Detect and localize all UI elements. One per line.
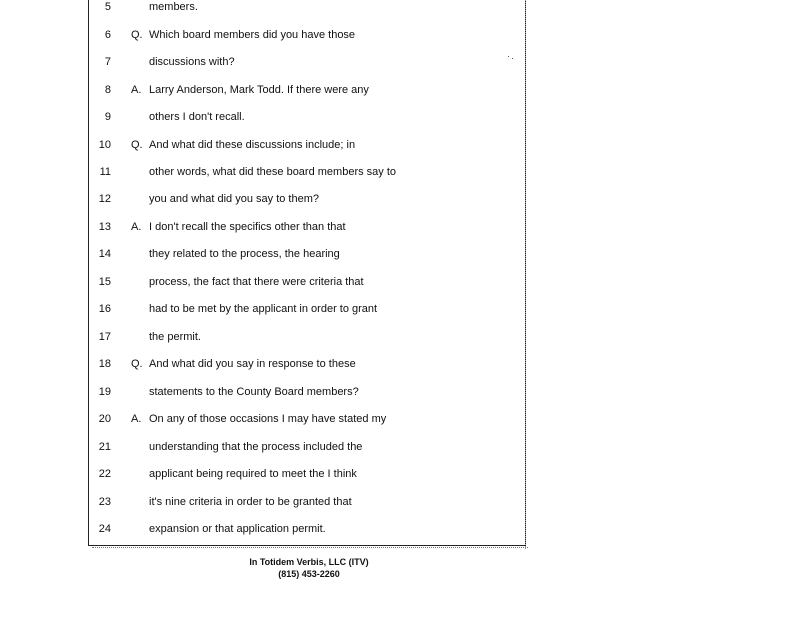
line-number: 13 — [98, 221, 111, 233]
transcript-line — [89, 136, 525, 154]
line-text: members. — [149, 1, 198, 13]
line-number: 18 — [98, 358, 111, 370]
line-text: the permit. — [149, 331, 201, 343]
scan-speck — [508, 56, 509, 57]
line-number: 6 — [104, 29, 111, 41]
transcript-line — [89, 520, 525, 538]
line-number: 11 — [99, 166, 111, 178]
line-text: Larry Anderson, Mark Todd. If there were any — [149, 84, 369, 96]
speaker-marker: A. — [131, 84, 142, 96]
line-number: 17 — [98, 331, 111, 343]
transcript-line — [89, 273, 525, 291]
line-number: 23 — [98, 496, 111, 508]
speaker-marker: Q. — [131, 358, 143, 370]
transcript-line — [89, 493, 525, 511]
line-number: 24 — [98, 523, 111, 535]
speaker-marker: Q. — [131, 139, 143, 151]
line-text: other words, what did these board members say to — [149, 166, 397, 178]
transcript-line — [89, 163, 525, 181]
line-text: On any of those occasions I may have stated my — [149, 413, 387, 425]
line-text: And what did you say in response to these — [149, 358, 356, 370]
transcript-line — [89, 108, 525, 126]
transcript-line — [89, 438, 525, 456]
line-text: process, the fact that there were criteria that — [149, 276, 364, 288]
line-number: 19 — [98, 386, 111, 398]
line-text: had to be met by the applicant in order to grant — [149, 303, 378, 315]
line-number: 12 — [98, 193, 111, 205]
transcript-line — [89, 26, 525, 44]
page-edge-shadow — [525, 0, 526, 549]
transcript-line — [89, 355, 525, 373]
transcript-line — [89, 0, 525, 16]
line-text: And what did these discussions include; in — [149, 139, 356, 151]
line-text: they related to the process, the hearing — [149, 248, 340, 260]
line-text: understanding that the process included the — [149, 441, 363, 453]
line-text: I don't recall the specifics other than that — [149, 221, 346, 233]
line-number: 21 — [98, 441, 111, 453]
line-number: 9 — [104, 111, 111, 123]
footer-phone: (815) 453-2260 — [278, 569, 340, 579]
transcript-line — [89, 245, 525, 263]
line-number: 15 — [98, 276, 111, 288]
line-text: statements to the County Board members? — [149, 386, 359, 398]
transcript-line — [89, 410, 525, 428]
line-number: 14 — [98, 248, 111, 260]
scan-speck — [512, 58, 513, 59]
line-text: others I don't recall. — [149, 111, 245, 123]
line-number: 8 — [104, 84, 111, 96]
line-text: discussions with? — [149, 56, 235, 68]
transcript-line — [89, 328, 525, 346]
line-number: 10 — [98, 139, 111, 151]
line-number: 20 — [98, 413, 111, 425]
page-bottom-edge — [92, 547, 528, 548]
transcript-line — [89, 190, 525, 208]
speaker-marker: A. — [131, 413, 142, 425]
transcript-line — [89, 81, 525, 99]
line-number: 5 — [104, 1, 111, 13]
line-text: it's nine criteria in order to be granted that — [149, 496, 352, 508]
line-text: you and what did you say to them? — [149, 193, 319, 205]
line-text: expansion or that application permit. — [149, 523, 326, 535]
transcript-line — [89, 300, 525, 318]
speaker-marker: Q. — [131, 29, 143, 41]
line-number: 22 — [98, 468, 111, 480]
transcript-page — [88, 0, 526, 546]
footer-company: In Totidem Verbis, LLC (ITV) — [249, 557, 369, 567]
line-number: 7 — [104, 56, 111, 68]
transcript-line — [89, 218, 525, 236]
transcript-line — [89, 465, 525, 483]
line-text: Which board members did you have those — [149, 29, 356, 41]
line-text: applicant being required to meet the I think — [149, 468, 357, 480]
transcript-line — [89, 53, 525, 71]
transcript-line — [89, 383, 525, 401]
line-number: 16 — [98, 303, 111, 315]
speaker-marker: A. — [131, 221, 142, 233]
